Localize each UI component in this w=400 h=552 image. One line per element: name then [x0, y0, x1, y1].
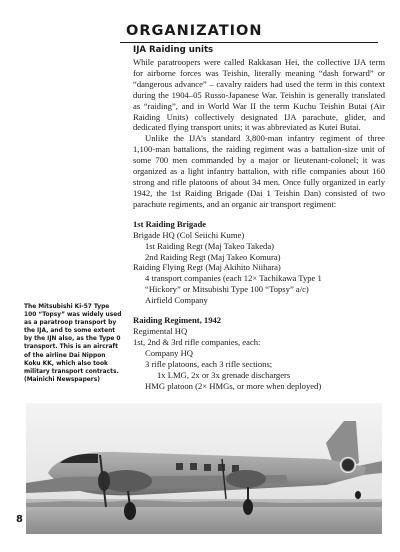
org-line: “Hickory” or Mitsubishi Type 100 “Topsy” a/c) [145, 284, 309, 295]
regiment-heading: Raiding Regiment, 1942 [133, 315, 222, 326]
org-line: 1st Raiding Regt (Maj Takeo Takeda) [145, 240, 275, 251]
org-line: 3 rifle platoons, each 3 rifle sections; [145, 358, 273, 369]
brigade-org-list [133, 230, 385, 306]
org-line: 1st, 2nd & 3rd rifle companies, each: [133, 336, 261, 347]
org-line: 4 transport companies (each 12× Tachikawa Type 1 [145, 273, 322, 284]
org-line: 1x LMG, 2x or 3x grenade dischargers [157, 369, 291, 380]
org-line: Company HQ [145, 347, 193, 358]
org-line: HMG platoon (2× HMGs, or more when deployed) [145, 380, 322, 391]
paragraph-2: Unlike the IJA’s standard 3,800-man infantry regiment of three 1,100-man battalions, the raiding regiment was a battalion-size unit of some 700 men commanded by a major or lieutenant-colonel; it was organized as a light infantry battalion, with rifle companies about 160 strong and rifle platoons of about 34 men. Once fully organized in early 1942, the 1st Raiding Brigade (Dai 1 Teishin Dan) consisted of two parachute regiments, and an organic air transport regiment: [133, 133, 385, 209]
section-heading: IJA Raiding units [133, 45, 214, 55]
spacer [133, 210, 385, 219]
photo-caption: The Mitsubishi Ki-57 Type 100 “Topsy” was widely used as a paratroop transport by the IJA, and to some extent by the IJN also, as the Type 0 transport. This is an aircraft of the airline Dai Nippon Koku KK, which also took military transport contracts. (Mainichi Newspapers) [24, 304, 122, 383]
org-line: Regimental HQ [133, 326, 188, 337]
spacer [133, 306, 385, 315]
org-line: Brigade HQ (Col Seiichi Kume) [133, 229, 245, 240]
brigade-heading: 1st Raiding Brigade [133, 218, 207, 229]
regiment-org-list [133, 326, 385, 391]
page-header [120, 22, 378, 43]
page-number: 8 [16, 514, 23, 525]
org-line: 2nd Raiding Regt (Maj Takeo Komura) [145, 251, 281, 262]
org-line: Airfield Company [145, 295, 208, 306]
org-line: Raiding Flying Regt (Maj Akihito Niihara) [133, 262, 281, 273]
main-text-column [133, 45, 385, 391]
paragraph-1: While paratroopers were called Rakkasan Hei, the collective IJA term for airborne forces was Teishin, literally meaning “dash forward” or “dangerous advance” – cavalry raiders had used the term in this context during the 1904–05 Russo-Japanese War. Teishin is generally translated as “raiding”, and in World War II the term Kuchu Teishin Butai (Air Raiding Units) collectively designated IJA parachute, glider, and dedicated flying transport units; it was abbreviated as Kutei Butai. [133, 57, 385, 133]
page-title: ORGANIZATION [126, 23, 263, 39]
aircraft-photo [26, 403, 382, 534]
